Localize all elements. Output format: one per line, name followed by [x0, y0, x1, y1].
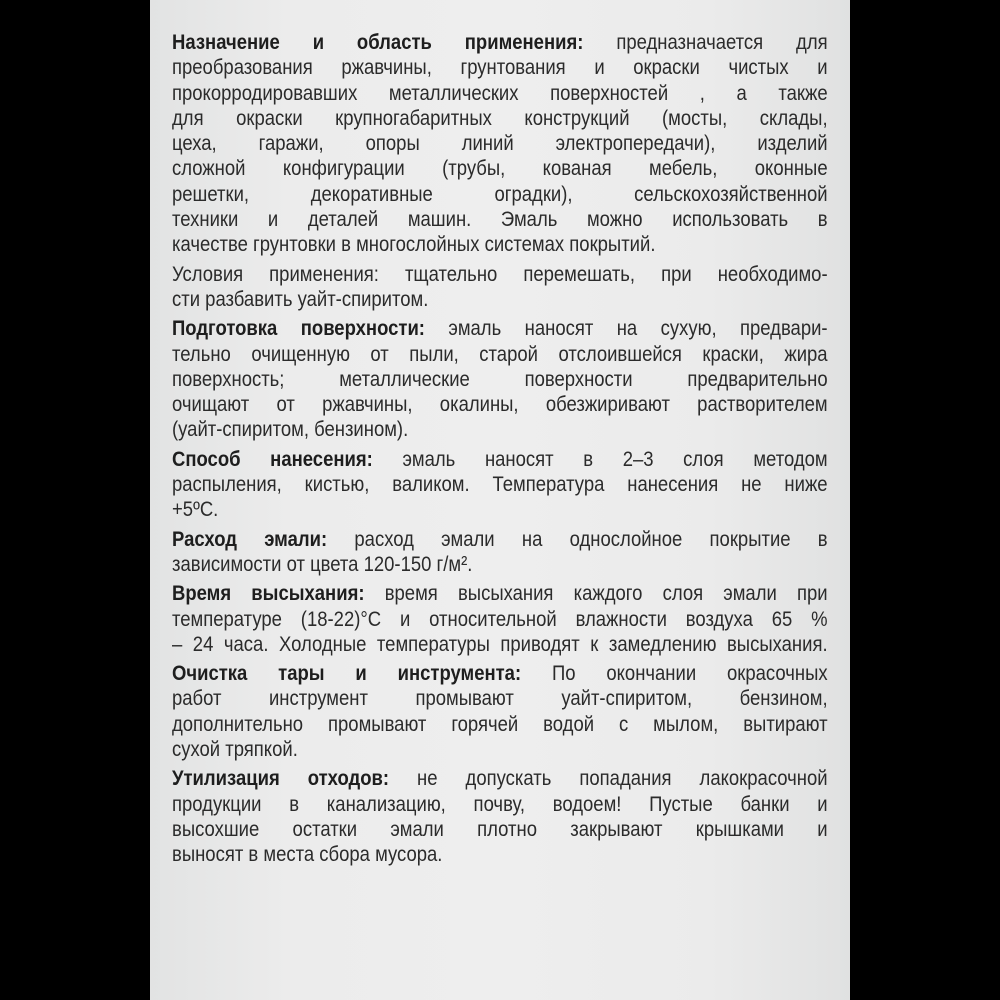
section-heading: Время высыхания:: [172, 582, 365, 606]
section-consumption: Расход эмали: расход эмали на однослойное покрытие в зависимости от цвета 120-150 г/м².: [172, 527, 828, 576]
section-heading: Способ нанесения:: [172, 447, 373, 471]
instructions-text: [172, 30, 828, 872]
section-heading: Утилизация отходов:: [172, 767, 390, 791]
section-heading: Назначение и область применения:: [172, 31, 584, 54]
section-cleaning: Очистка тары и инструмента: По окончании окрасочных работ инструмент промывают уайт-спиритом, бензином, дополнительно промывают горячей водой с мылом, вытирают сухой тряпкой.: [172, 662, 828, 762]
section-heading: Расход эмали:: [172, 527, 328, 551]
product-label-panel: [150, 0, 850, 1000]
section-disposal: Утилизация отходов: не допускать попадания лакокрасочной продукции в канализацию, почву, водоем! Пустые банки и высохшие остатки эмали плотно закрывают крышками и выносят в места сбора мусора.: [172, 767, 828, 867]
section-conditions: Условия применения: тщательно перемешать, при необходимо- сти разбавить уайт-спиритом.: [172, 262, 828, 311]
section-drying-time: Время высыхания: время высыхания каждого слоя эмали при температуре (18-22)°С и относительной влажности воздуха 65 % – 24 часа. Холодные температуры приводят к замедлению высыхания.: [172, 582, 828, 656]
section-heading: Очистка тары и инструмента:: [172, 662, 522, 686]
section-application-method: Способ нанесения: эмаль наносят в 2–3 слоя методом распыления, кистью, валиком. Температура нанесения не ниже +5ºС.: [172, 447, 828, 522]
section-surface-prep: Подготовка поверхности: эмаль наносят на сухую, предвари- тельно очищенную от пыли, старой отслоившейся краски, жира поверхность; металлические поверхности предварительно очищают от ржавчины, окалины, обезжиривают растворителем (уайт-спиритом, бензином).: [172, 317, 828, 442]
section-purpose: Назначение и область применения: предназначается для преобразования ржавчины, грунтования и окраски чистых и прокорродировавших металлических поверхностей , а также для окраски крупногабаритных конструкций (мосты, склады, цеха, гаражи, опоры линий электропередачи), изделий сложной конфигурации (трубы, кованая мебель, оконные решетки, декоративные оградки), сельскохозяйственной техники и деталей машин. Эмаль можно использовать в качестве грунтовки в многослойных системах покрытий.: [172, 31, 828, 257]
section-heading: Подготовка поверхности:: [172, 317, 425, 341]
